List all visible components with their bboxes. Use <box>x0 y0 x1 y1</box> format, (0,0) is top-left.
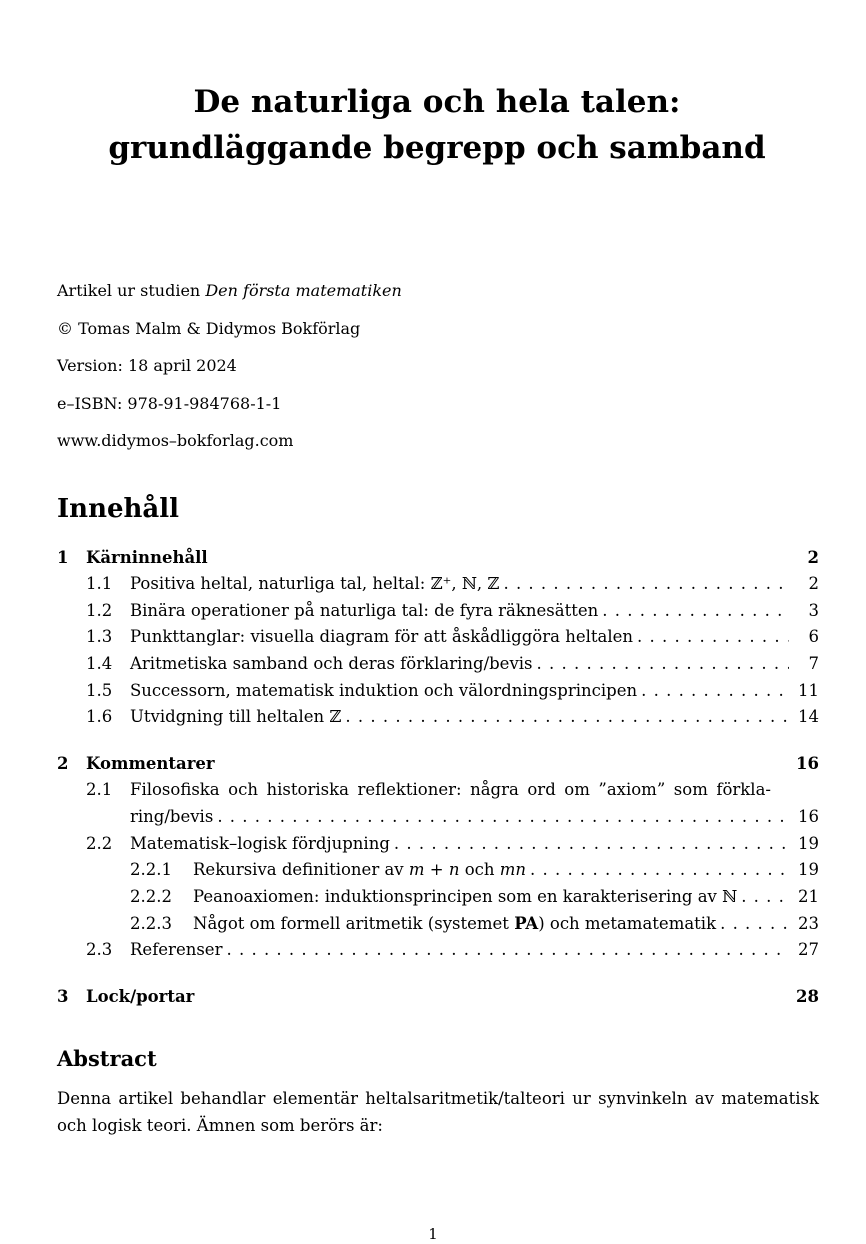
toc-entry-2-2-1[interactable] <box>57 857 819 884</box>
toc-entry-label: Referenser <box>130 940 223 960</box>
toc-entry-page: 27 <box>798 940 819 960</box>
article-metadata <box>57 281 817 469</box>
toc-leader-dots <box>217 804 789 831</box>
toc-entry-1-6[interactable] <box>57 704 819 731</box>
math-expression: mn <box>499 860 527 880</box>
toc-entry-number: 1.4 <box>86 654 113 674</box>
toc-entry-2-2-2[interactable] <box>57 884 819 911</box>
toc-leader-dots <box>226 937 789 964</box>
toc-entry-2-2[interactable] <box>57 831 819 858</box>
toc-section-page: 28 <box>796 986 819 1006</box>
toc-entry-page: 6 <box>808 627 819 647</box>
toc-entry-number: 1.5 <box>86 680 113 700</box>
toc-entry-2-3[interactable] <box>57 937 819 964</box>
toc-entry-page: 11 <box>798 680 819 700</box>
toc-leader-dots <box>720 911 789 938</box>
toc-section-label: Kommentarer <box>86 754 215 774</box>
label-text: Något om formell aritmetik (systemet <box>193 913 515 933</box>
toc-section-3[interactable] <box>57 984 819 1010</box>
isbn-line: e–ISBN: 978-91-984768-1-1 <box>57 393 282 413</box>
toc-section-label: Kärninnehåll <box>86 548 208 567</box>
toc-entry-1-5[interactable] <box>57 678 819 705</box>
toc-entry-number: 1.3 <box>86 627 113 647</box>
toc-leader-dots <box>537 651 789 678</box>
label-text: Rekursiva definitioner av <box>193 860 409 880</box>
toc-section-2[interactable] <box>57 751 819 777</box>
toc-section-number: 3 <box>57 986 69 1006</box>
toc-entry-label <box>193 911 716 938</box>
toc-section-1[interactable] <box>57 545 819 571</box>
toc-entry-page: 23 <box>798 913 819 933</box>
toc-entry-number: 1.6 <box>86 707 113 727</box>
toc-leader-dots <box>741 884 789 911</box>
toc-entry-number: 2.1 <box>86 780 113 800</box>
toc-leader-dots <box>602 598 789 625</box>
toc-leader-dots <box>530 857 789 884</box>
document-title: De naturliga och hela talen: grundläggande begrepp och samband <box>108 83 766 166</box>
toc-leader-dots <box>345 704 789 731</box>
toc-entry-page: 14 <box>798 707 819 727</box>
study-title: Den första matematiken <box>205 281 402 300</box>
toc-entry-1-1[interactable] <box>57 571 819 598</box>
page-number: 1 <box>428 1225 438 1243</box>
toc-entry-2-1[interactable] <box>57 777 819 830</box>
toc-section-number: 2 <box>57 754 69 774</box>
abstract-text: Denna artikel behandlar elementär heltalsaritmetik/talteori ur synvinkeln av matematisk och logisk teori. Ämnen som berörs är: <box>57 1089 819 1135</box>
toc-entry-1-3[interactable] <box>57 624 819 651</box>
toc-entry-label: Aritmetiska samband och deras förklaring/bevis <box>130 654 533 674</box>
toc-section-number: 1 <box>57 548 69 567</box>
toc-entry-1-2[interactable] <box>57 598 819 625</box>
toc-entry-page: 21 <box>798 886 819 906</box>
toc-entry-label-line2: ring/bevis <box>130 806 214 826</box>
toc-entry-page: 3 <box>808 600 819 620</box>
toc-entry-number: 2.2.2 <box>130 886 172 906</box>
toc-heading: Innehåll <box>57 494 180 524</box>
article-source-prefix: Artikel ur studien <box>57 281 206 300</box>
toc-entry-page: 16 <box>798 806 819 826</box>
label-text: och <box>459 860 500 880</box>
toc-section-page: 2 <box>807 548 819 567</box>
toc-entry-label: Punkttanglar: visuella diagram för att åskådliggöra heltalen <box>130 627 634 647</box>
toc-entry-label: Successorn, matematisk induktion och välordningsprincipen <box>130 680 638 700</box>
toc-entry-label: Utvidgning till heltalen ℤ <box>130 707 342 727</box>
toc-entry-number: 2.3 <box>86 940 113 960</box>
toc-entry-label: Binära operationer på naturliga tal: de fyra räknesätten <box>130 600 599 620</box>
toc-entry-label: Matematisk–logisk fördjupning <box>130 833 390 853</box>
toc-section-label: Lock/portar <box>86 986 195 1006</box>
toc-entry-2-2-3[interactable] <box>57 911 819 938</box>
table-of-contents <box>57 545 819 1010</box>
toc-entry-number: 2.2.1 <box>130 860 172 880</box>
toc-entry-page: 2 <box>808 574 819 593</box>
toc-entry-number: 1.1 <box>86 574 113 593</box>
toc-entry-page: 7 <box>808 654 819 674</box>
toc-entry-number: 2.2 <box>86 833 113 853</box>
toc-entry-label: Peanoaxiomen: induktionsprincipen som en karakterisering av ℕ <box>193 886 738 906</box>
math-expression: m + n <box>408 860 460 880</box>
toc-leader-dots <box>637 624 789 651</box>
label-text: ) och metamatematik <box>538 913 717 933</box>
toc-entry-label: Positiva heltal, naturliga tal, heltal: ℤ⁺, ℕ, ℤ <box>130 574 500 593</box>
version-line: Version: 18 april 2024 <box>57 356 237 375</box>
website-line: www.didymos–bokforlag.com <box>57 431 294 450</box>
toc-entry-1-4[interactable] <box>57 651 819 678</box>
article-source <box>57 281 817 319</box>
toc-entry-number: 2.2.3 <box>130 913 172 933</box>
toc-entry-number: 1.2 <box>86 600 113 620</box>
toc-leader-dots <box>503 571 789 598</box>
toc-entry-label <box>193 857 526 884</box>
toc-entry-page: 19 <box>798 833 819 853</box>
copyright-line: © Tomas Malm & Didymos Bokförlag <box>57 318 361 338</box>
toc-section-page: 16 <box>796 754 819 774</box>
toc-entry-label-line1: Filosofiska och historiska reflektioner: några ord om ”axiom” som förkla- <box>130 780 771 800</box>
toc-entry-page: 19 <box>798 860 819 880</box>
toc-leader-dots <box>394 831 789 858</box>
system-name: PA <box>514 913 539 933</box>
toc-leader-dots <box>641 678 789 705</box>
abstract-heading: Abstract <box>57 1046 157 1071</box>
